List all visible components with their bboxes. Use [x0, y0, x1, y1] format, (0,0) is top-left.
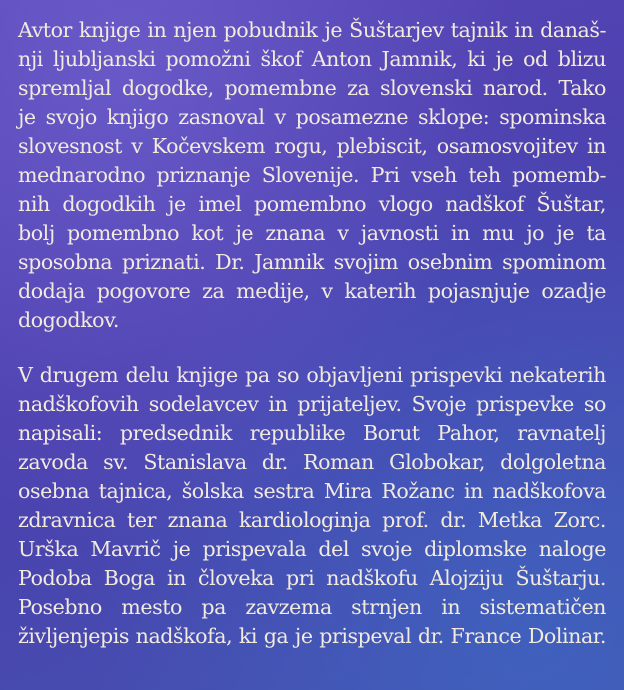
text-line: napisali: predsednik republike Borut Pahor, ravnatelj — [18, 421, 606, 445]
text-line: zdravnica ter znana kardiologinja prof. dr. Metka Zorc. — [18, 508, 606, 532]
text-line: osebna tajnica, šolska sestra Mira Rožanc in nadškofova — [18, 479, 606, 503]
text-line: dogodkov. — [18, 308, 119, 332]
text-line: Posebno mesto pa zavzema strnjen in sistematičen — [18, 595, 606, 619]
text-line: Urška Mavrič je prispevala del svoje diplomske naloge — [18, 537, 606, 561]
text-line: je svojo knjigo zasnoval v posamezne sklope: spominska — [18, 105, 606, 129]
text-line: zavoda sv. Stanislava dr. Roman Globokar, dolgoletna — [18, 450, 606, 474]
paragraph-2 — [18, 361, 606, 651]
text-line: dodaja pogovore za medije, v katerih pojasnjuje ozadje — [18, 279, 606, 303]
text-line: sposobna priznati. Dr. Jamnik svojim osebnim spominom — [18, 250, 606, 274]
text-line: Avtor knjige in njen pobudnik je Šuštarjev tajnik in današ- — [18, 18, 606, 42]
text-line: Podoba Boga in človeka pri nadškofu Alojziju Šuštarju. — [18, 566, 606, 590]
text-line: življenjepis nadškofa, ki ga je prispeval dr. France Dolinar. — [18, 624, 606, 648]
text-line: mednarodno priznanje Slovenije. Pri vseh teh pomemb- — [18, 163, 606, 187]
text-line: nadškofovih sodelavcev in prijateljev. Svoje prispevke so — [18, 392, 606, 416]
paragraph-1 — [18, 16, 606, 335]
text-line: spremljal dogodke, pomembne za slovenski narod. Tako — [18, 76, 606, 100]
text-line: V drugem delu knjige pa so objavljeni prispevki nekaterih — [18, 363, 606, 387]
text-line: slovesnost v Kočevskem rogu, plebiscit, osamosvojitev in — [18, 134, 606, 158]
text-line: nji ljubljanski pomožni škof Anton Jamnik, ki je od blizu — [18, 47, 606, 71]
text-line: bolj pomembno kot je znana v javnosti in mu jo je ta — [18, 221, 606, 245]
text-line: nih dogodkih je imel pomembno vlogo nadškof Šuštar, — [18, 192, 606, 216]
